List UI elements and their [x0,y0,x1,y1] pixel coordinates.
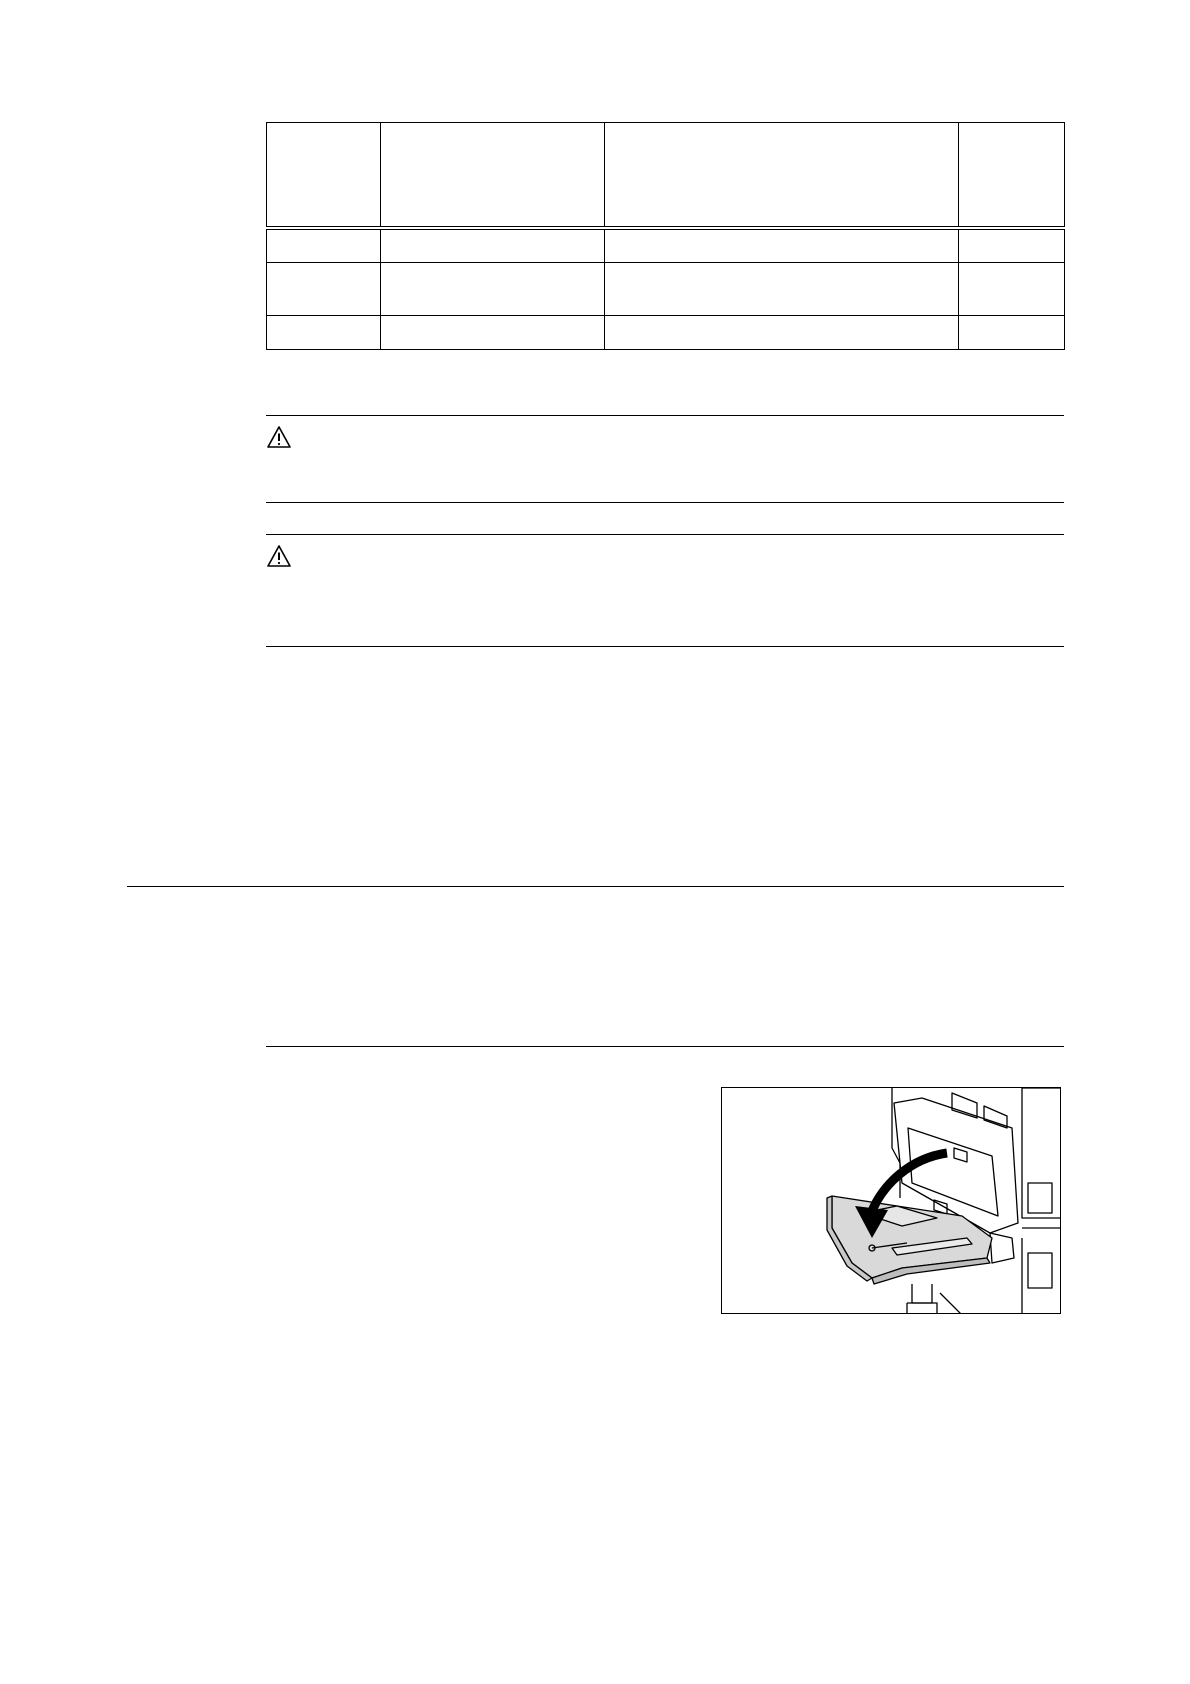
table-cell [605,263,959,316]
table-cell [267,228,381,263]
warning-triangle-icon [266,544,292,568]
section-divider [127,886,1064,887]
table-header-cell [605,123,959,229]
table-cell [381,228,605,263]
table-cell [605,228,959,263]
table-cell [605,316,959,350]
caution-notice [266,534,1064,647]
table-cell [381,316,605,350]
table-cell [959,228,1065,263]
printer-tray-drawing [722,1088,1061,1314]
table-header-cell [959,123,1065,229]
table-header-row [267,123,1065,229]
table-header-cell [381,123,605,229]
table-row [267,263,1065,316]
table-row [267,316,1065,350]
spec-table [266,122,1065,350]
table-cell [959,263,1065,316]
warning-notice [266,415,1064,503]
subsection-divider [266,1046,1064,1047]
table-cell [267,316,381,350]
table-row [267,228,1065,263]
table-header-cell [267,123,381,229]
warning-triangle-icon [266,425,292,449]
table-cell [267,263,381,316]
table-cell [959,316,1065,350]
table-cell [381,263,605,316]
bypass-tray-illustration [721,1087,1061,1314]
